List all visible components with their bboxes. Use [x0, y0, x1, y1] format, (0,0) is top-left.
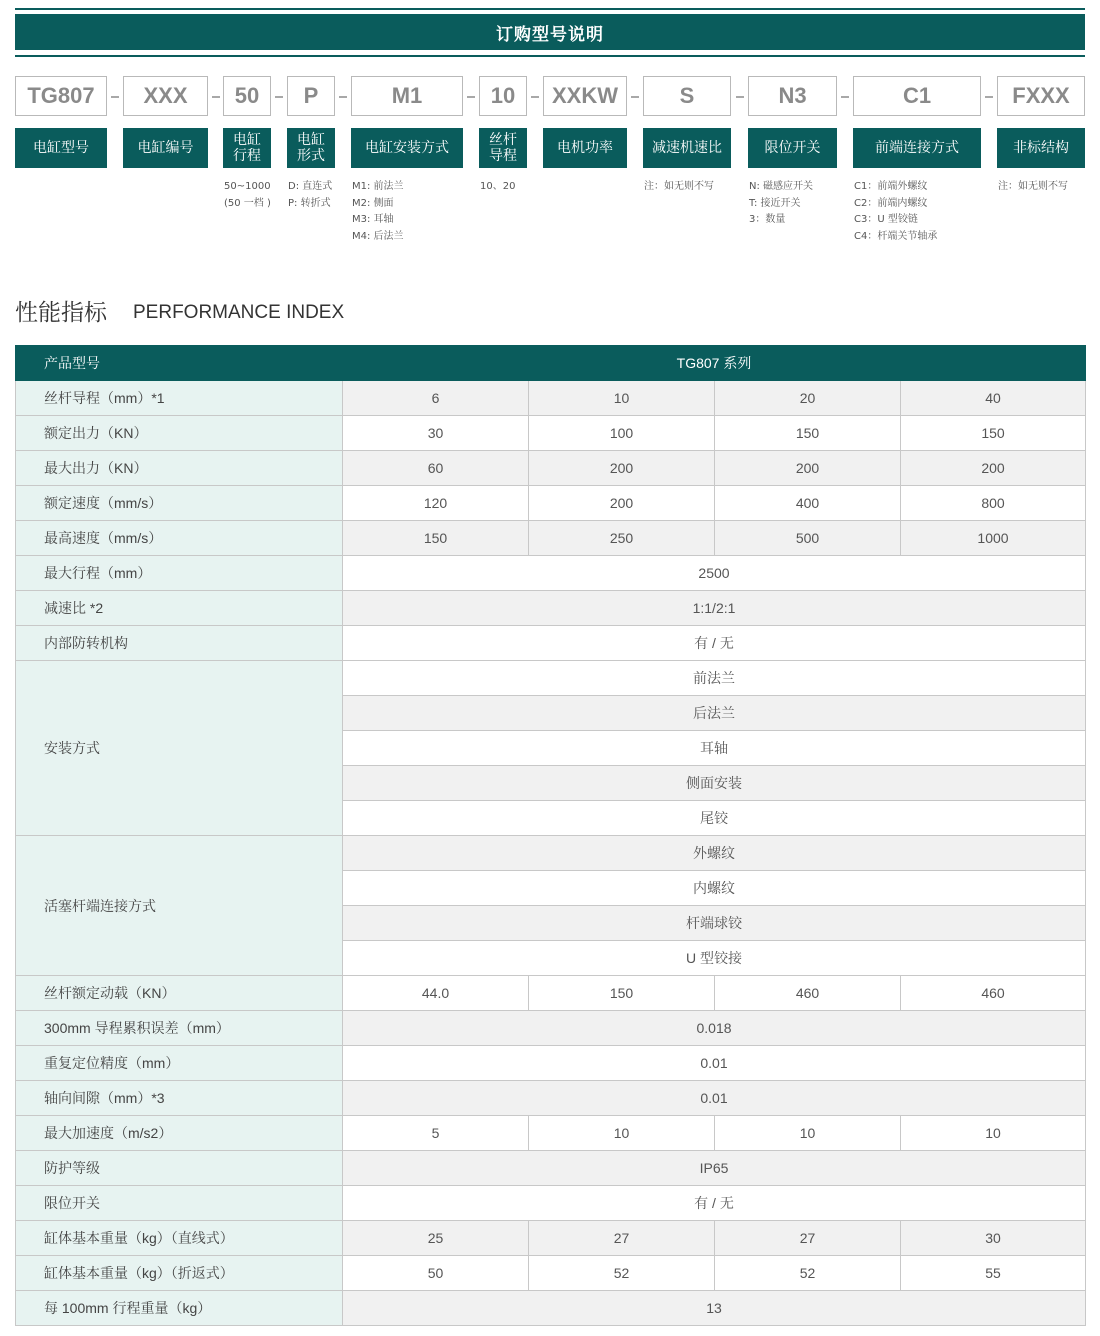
table-cell: 13 — [343, 1291, 1086, 1326]
table-cell: 外螺纹 — [343, 836, 1086, 871]
table-row — [16, 626, 1086, 661]
code-note: 50~1000 (50 一档 ) — [224, 181, 271, 209]
header-series: TG807 系列 — [343, 346, 1086, 381]
table-cell: 52 — [529, 1256, 715, 1291]
table-cell: 150 — [901, 416, 1086, 451]
performance-table — [15, 345, 1086, 1326]
table-cell: 0.01 — [343, 1046, 1086, 1081]
table-row — [16, 591, 1086, 626]
code-note: N: 磁感应开关 T: 接近开关 3：数量 — [749, 181, 814, 225]
code-box: P — [287, 76, 335, 116]
table-cell: 内螺纹 — [343, 871, 1086, 906]
table-cell: 尾铰 — [343, 801, 1086, 836]
table-row — [16, 556, 1086, 591]
table-cell: 55 — [901, 1256, 1086, 1291]
table-cell: 10 — [529, 381, 715, 416]
code-box: N3 — [748, 76, 837, 116]
code-box: XXKW — [543, 76, 627, 116]
row-label: 最高速度（mm/s） — [16, 521, 343, 556]
table-row — [16, 1046, 1086, 1081]
banner-top-rule — [15, 8, 1085, 10]
table-cell: 27 — [529, 1221, 715, 1256]
row-label: 安装方式 — [16, 661, 343, 836]
table-cell: 30 — [901, 1221, 1086, 1256]
table-row — [16, 1221, 1086, 1256]
code-note: M1: 前法兰 M2: 侧面 M3: 耳轴 M4: 后法兰 — [352, 181, 404, 242]
code-label: 丝杆 导程 — [479, 128, 527, 168]
table-cell: 有 / 无 — [343, 1186, 1086, 1221]
table-cell: 耳轴 — [343, 731, 1086, 766]
code-separator-dash — [985, 96, 993, 98]
code-separator-dash — [531, 96, 539, 98]
table-cell: 500 — [715, 521, 901, 556]
code-label: 前端连接方式 — [853, 128, 981, 168]
code-separator-dash — [275, 96, 283, 98]
code-separator-dash — [339, 96, 347, 98]
table-cell: 10 — [901, 1116, 1086, 1151]
code-label: 减速机速比 — [643, 128, 731, 168]
code-separator-dash — [631, 96, 639, 98]
code-separator-dash — [111, 96, 119, 98]
table-cell: 5 — [343, 1116, 529, 1151]
table-cell: 800 — [901, 486, 1086, 521]
table-cell: 52 — [715, 1256, 901, 1291]
table-row — [16, 1116, 1086, 1151]
table-cell: 460 — [901, 976, 1086, 1011]
row-label: 最大行程（mm） — [16, 556, 343, 591]
code-label: 电缸型号 — [15, 128, 107, 168]
table-row — [16, 1151, 1086, 1186]
row-label: 重复定位精度（mm） — [16, 1046, 343, 1081]
row-label: 减速比 *2 — [16, 591, 343, 626]
table-row — [16, 836, 1086, 871]
table-cell: 1000 — [901, 521, 1086, 556]
table-cell: 0.01 — [343, 1081, 1086, 1116]
row-label: 轴向间隙（mm）*3 — [16, 1081, 343, 1116]
row-label: 最大出力（KN） — [16, 451, 343, 486]
table-row — [16, 451, 1086, 486]
table-cell: 150 — [343, 521, 529, 556]
table-cell: 27 — [715, 1221, 901, 1256]
row-label: 防护等级 — [16, 1151, 343, 1186]
row-label: 丝杆额定动载（KN） — [16, 976, 343, 1011]
code-label: 限位开关 — [748, 128, 837, 168]
table-cell: 60 — [343, 451, 529, 486]
table-cell: 120 — [343, 486, 529, 521]
table-row — [16, 416, 1086, 451]
table-row — [16, 1256, 1086, 1291]
table-row — [16, 1011, 1086, 1046]
code-box: C1 — [853, 76, 981, 116]
table-cell: 10 — [715, 1116, 901, 1151]
row-label: 内部防转机构 — [16, 626, 343, 661]
table-cell: 1:1/2:1 — [343, 591, 1086, 626]
row-label: 每 100mm 行程重量（kg） — [16, 1291, 343, 1326]
table-cell: 杆端球铰 — [343, 906, 1086, 941]
table-cell: 30 — [343, 416, 529, 451]
performance-title: 性能指标 — [15, 300, 107, 326]
code-note: 10、20 — [480, 181, 516, 192]
table-cell: 150 — [715, 416, 901, 451]
row-label: 额定出力（KN） — [16, 416, 343, 451]
row-label: 300mm 导程累积误差（mm） — [16, 1011, 343, 1046]
table-cell: 20 — [715, 381, 901, 416]
table-header-row — [16, 346, 1086, 381]
code-box: 10 — [479, 76, 527, 116]
row-label: 额定速度（mm/s） — [16, 486, 343, 521]
table-cell: 2500 — [343, 556, 1086, 591]
table-row — [16, 381, 1086, 416]
table-cell: 100 — [529, 416, 715, 451]
table-row — [16, 1291, 1086, 1326]
table-cell: 44.0 — [343, 976, 529, 1011]
table-cell: 6 — [343, 381, 529, 416]
table-row — [16, 1186, 1086, 1221]
code-label: 电缸 行程 — [223, 128, 271, 168]
table-row — [16, 1081, 1086, 1116]
table-row — [16, 976, 1086, 1011]
code-box: FXXX — [997, 76, 1085, 116]
code-separator-dash — [841, 96, 849, 98]
table-row — [16, 661, 1086, 696]
table-cell: 400 — [715, 486, 901, 521]
code-note: D: 直连式 P: 转折式 — [288, 181, 333, 209]
code-label: 电缸 形式 — [287, 128, 335, 168]
code-label: 电缸编号 — [123, 128, 208, 168]
code-box: S — [643, 76, 731, 116]
table-cell: 200 — [529, 451, 715, 486]
header-product-model: 产品型号 — [16, 346, 343, 381]
table-cell: 250 — [529, 521, 715, 556]
performance-subtitle: PERFORMANCE INDEX — [133, 302, 345, 323]
table-cell: 460 — [715, 976, 901, 1011]
row-label: 缸体基本重量（kg）（折返式） — [16, 1256, 343, 1291]
order-section-title: 订购型号说明 — [15, 14, 1085, 50]
code-note: 注：如无则不写 — [644, 181, 714, 192]
table-cell: 0.018 — [343, 1011, 1086, 1046]
table-cell: 有 / 无 — [343, 626, 1086, 661]
table-cell: 50 — [343, 1256, 529, 1291]
row-label: 限位开关 — [16, 1186, 343, 1221]
code-separator-dash — [467, 96, 475, 98]
table-cell: 25 — [343, 1221, 529, 1256]
table-row — [16, 521, 1086, 556]
table-cell: U 型铰接 — [343, 941, 1086, 976]
banner-bottom-rule — [15, 55, 1085, 57]
code-box: M1 — [351, 76, 463, 116]
code-separator-dash — [212, 96, 220, 98]
table-cell: 200 — [529, 486, 715, 521]
code-note: C1：前端外螺纹 C2：前端内螺纹 C3：U 型铰链 C4：杆端关节轴承 — [854, 181, 938, 242]
table-row — [16, 486, 1086, 521]
row-label: 丝杆导程（mm）*1 — [16, 381, 343, 416]
code-box: TG807 — [15, 76, 107, 116]
table-cell: IP65 — [343, 1151, 1086, 1186]
table-cell: 150 — [529, 976, 715, 1011]
code-box: XXX — [123, 76, 208, 116]
row-label: 缸体基本重量（kg）（直线式） — [16, 1221, 343, 1256]
table-cell: 后法兰 — [343, 696, 1086, 731]
table-cell: 200 — [715, 451, 901, 486]
row-label: 最大加速度（m/s2） — [16, 1116, 343, 1151]
table-cell: 侧面安装 — [343, 766, 1086, 801]
table-cell: 10 — [529, 1116, 715, 1151]
code-label: 电机功率 — [543, 128, 627, 168]
table-cell: 40 — [901, 381, 1086, 416]
code-separator-dash — [736, 96, 744, 98]
code-box: 50 — [223, 76, 271, 116]
code-label: 非标结构 — [997, 128, 1085, 168]
table-cell: 200 — [901, 451, 1086, 486]
code-label: 电缸安装方式 — [351, 128, 463, 168]
code-note: 注：如无则不写 — [998, 181, 1068, 192]
table-cell: 前法兰 — [343, 661, 1086, 696]
row-label: 活塞杆端连接方式 — [16, 836, 343, 976]
